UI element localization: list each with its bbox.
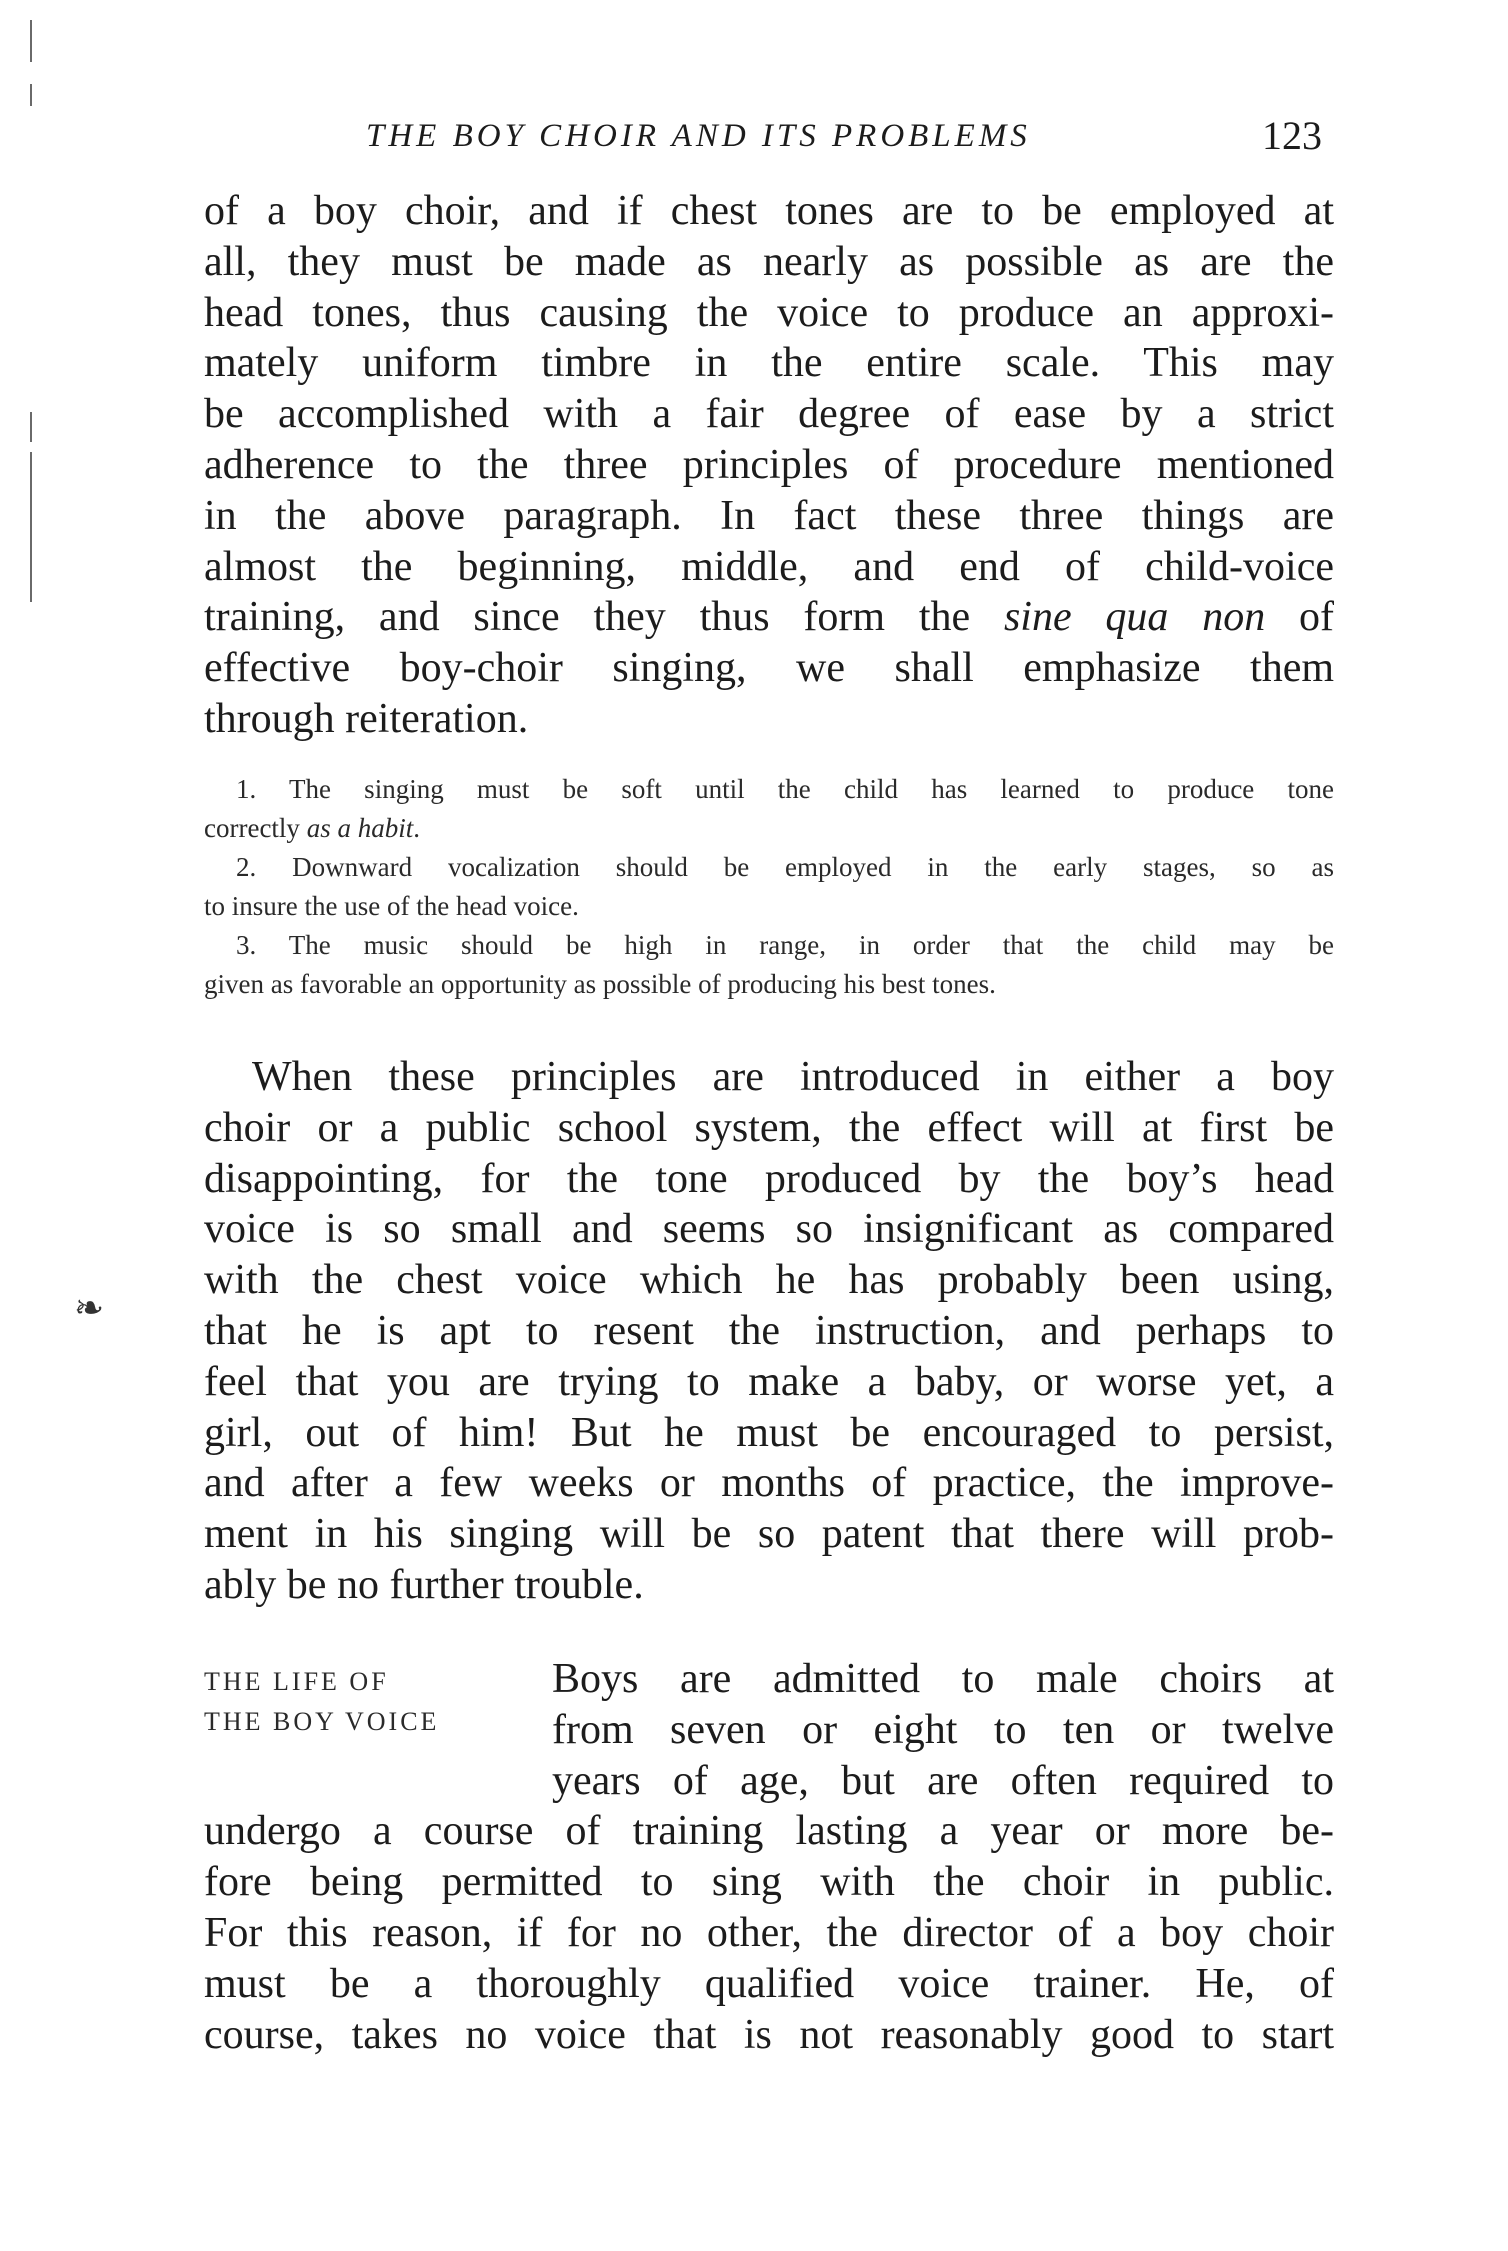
text-line: in the above paragraph. In fact these three things are	[204, 492, 1334, 539]
text-line: years of age, but are often required to	[552, 1757, 1334, 1804]
text-line: all, they must be made as nearly as possible as are the	[204, 238, 1334, 285]
margin-line	[30, 412, 32, 442]
text-line: given as favorable an opportunity as possible of producing his best tones.	[204, 969, 996, 999]
text-line: For this reason, if for no other, the director of a boy choir	[204, 1909, 1334, 1956]
margin-line	[30, 452, 32, 602]
text-line: 1. The singing must be soft until the child has learned to produce tone	[236, 774, 1334, 804]
side-heading-line: THE LIFE OF	[204, 1667, 389, 1696]
principle-item	[204, 848, 1334, 926]
paragraph-2	[204, 1052, 1334, 1611]
text-line: must be a thoroughly qualified voice trainer. He, of	[204, 1960, 1334, 2007]
running-head: THE BOY CHOIR AND ITS PROBLEMS	[366, 118, 1031, 154]
text-line: with the chest voice which he has probably been using,	[204, 1257, 1334, 1304]
italic-phrase: as a habit	[306, 813, 414, 843]
text-line: ment in his singing will be so patent that there will prob-	[204, 1511, 1334, 1558]
text-line: 2. Downward vocalization should be employed in the early stages, so as	[236, 852, 1334, 882]
principle-item	[204, 926, 1334, 1004]
text-line: ably be no further trouble.	[204, 1561, 644, 1608]
text-line: of a boy choir, and if chest tones are to be employed at	[204, 188, 1334, 234]
text-line: feel that you are trying to make a baby, or worse yet, a	[204, 1358, 1334, 1405]
text-line: to insure the use of the head voice.	[204, 891, 579, 921]
text-line: and after a few weeks or months of practice, the improve-	[204, 1460, 1334, 1507]
italic-phrase: sine qua non	[1003, 594, 1266, 641]
text-line: mately uniform timbre in the entire scale. This may	[204, 340, 1334, 387]
text-line	[204, 809, 1334, 848]
text-line: undergo a course of training lasting a year or more be-	[204, 1808, 1334, 1855]
principle-item	[204, 770, 1334, 848]
margin-line	[30, 84, 32, 106]
margin-line	[30, 20, 32, 62]
text-line: from seven or eight to ten or twelve	[552, 1706, 1334, 1753]
text-run: .	[413, 813, 420, 843]
text-line: head tones, thus causing the voice to produce an approxi-	[204, 289, 1334, 336]
text-line: girl, out of him! But he must be encouraged to persist,	[204, 1409, 1334, 1456]
text-line: effective boy-choir singing, we shall emphasize them	[204, 645, 1334, 692]
text-line: 3. The music should be high in range, in order that the child may be	[236, 930, 1334, 960]
text-line: fore being permitted to sing with the choir in public.	[204, 1859, 1334, 1906]
text-run: training, and since they thus form the	[204, 594, 1004, 641]
text-line	[204, 592, 1334, 643]
paragraph-1	[204, 186, 1334, 745]
principles-list	[204, 770, 1334, 1004]
text-line: adherence to the three principles of procedure mentioned	[204, 441, 1334, 488]
side-heading-line: THE BOY VOICE	[204, 1707, 440, 1736]
text-line: Boys are admitted to male choirs at	[552, 1656, 1334, 1702]
text-line: almost the beginning, middle, and end of child-voice	[204, 543, 1334, 590]
text-line: When these principles are introduced in either a boy	[252, 1054, 1334, 1100]
stray-mark: ❧	[74, 1288, 105, 1328]
text-line: through reiteration.	[204, 695, 529, 742]
text-run: correctly	[204, 813, 307, 843]
text-line: course, takes no voice that is not reasonably good to start	[204, 2011, 1334, 2058]
text-line: that he is apt to resent the instruction, and perhaps to	[204, 1307, 1334, 1354]
text-line: voice is so small and seems so insignificant as compared	[204, 1206, 1334, 1253]
text-line: be accomplished with a fair degree of ease by a strict	[204, 391, 1334, 438]
text-run: of	[1265, 594, 1335, 641]
page-number: 123	[1262, 113, 1322, 158]
text-line: disappointing, for the tone produced by the boy’s head	[204, 1155, 1334, 1202]
paragraph-3	[204, 1654, 1334, 2060]
text-line: choir or a public school system, the effect will at first be	[204, 1104, 1334, 1151]
